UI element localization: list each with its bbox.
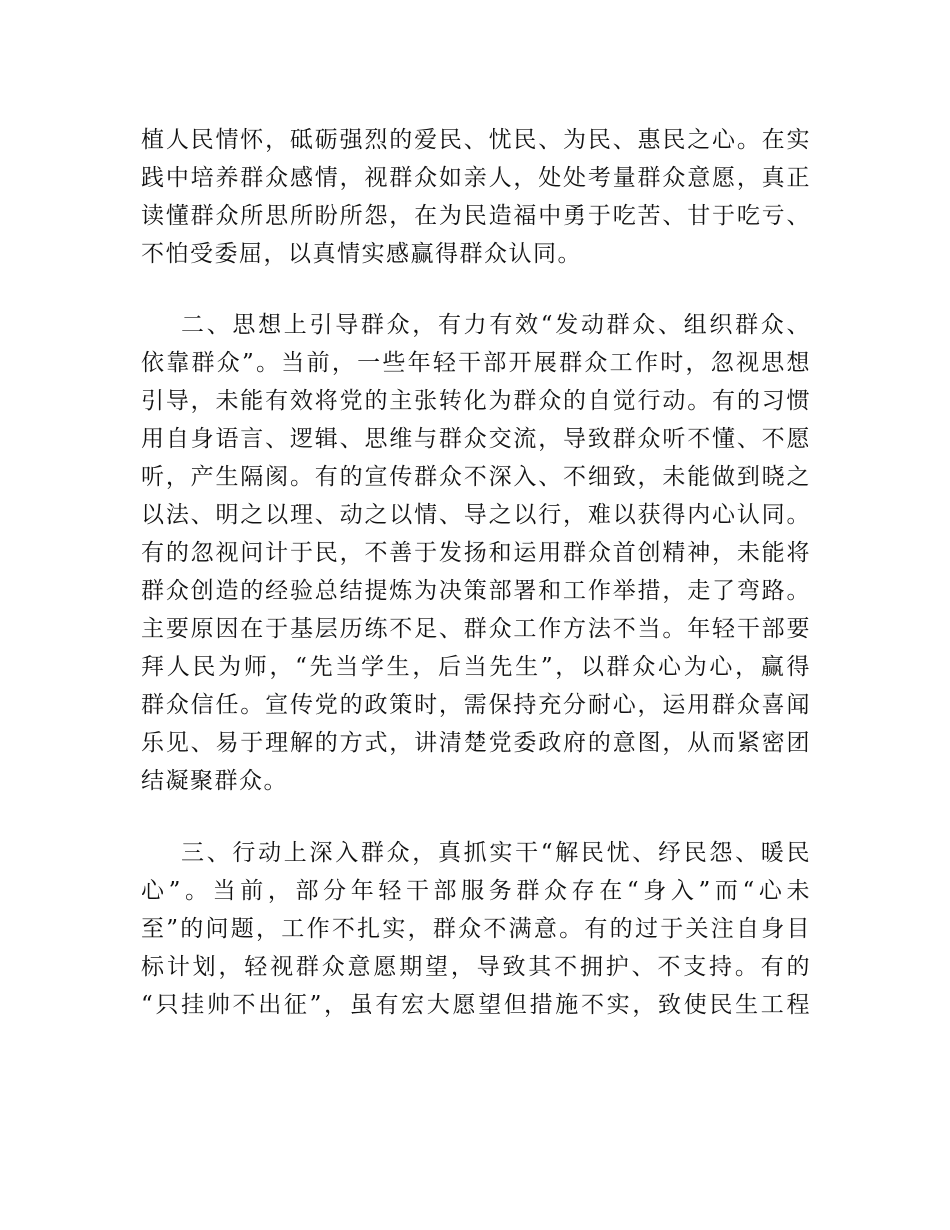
paragraph-2-line-4: 用自身语言、逻辑、思维与群众交流，导致群众听不懂、不愿 xyxy=(141,426,811,452)
paragraph-2-line-2: 依靠群众”。当前，一些年轻干部开展群众工作时，忽视思想 xyxy=(141,350,811,376)
paragraph-3 xyxy=(141,834,811,1024)
paragraph-3-line-4: 标计划，轻视群众意愿期望，导致其不拥护、不支持。有的 xyxy=(141,954,811,980)
paragraph-2-line-5: 听，产生隔阂。有的宣传群众不深入、不细致，未能做到晓之 xyxy=(141,464,811,490)
paragraph-3-line-1: 三、行动上深入群众，真抓实干“解民忧、纾民怨、暖民 xyxy=(141,840,811,866)
paragraph-2-line-9: 主要原因在于基层历练不足、群众工作方法不当。年轻干部要 xyxy=(141,616,811,642)
paragraph-2-line-11: 群众信任。宣传党的政策时，需保持充分耐心，运用群众喜闻 xyxy=(141,692,811,718)
paragraph-2-line-1: 二、思想上引导群众，有力有效“发动群众、组织群众、 xyxy=(141,312,811,338)
paragraph-1-line-2: 践中培养群众感情，视群众如亲人，处处考量群众意愿，真正 xyxy=(141,165,811,191)
paragraph-2-line-10: 拜人民为师，“先当学生，后当先生”，以群众心为心，赢得 xyxy=(141,654,811,680)
paragraph-2-line-13: 结凝聚群众。 xyxy=(141,768,288,794)
paragraph-2 xyxy=(141,306,811,800)
paragraph-2-line-3: 引导，未能有效将党的主张转化为群众的自觉行动。有的习惯 xyxy=(141,388,811,414)
paragraph-2-line-12: 乐见、易于理解的方式，讲清楚党委政府的意图，从而紧密团 xyxy=(141,730,811,756)
paragraph-3-line-3: 至”的问题，工作不扎实，群众不满意。有的过于关注自身目 xyxy=(141,916,811,942)
paragraph-2-line-6: 以法、明之以理、动之以情、导之以行，难以获得内心认同。 xyxy=(141,502,811,528)
paragraph-1-line-4: 不怕受委屈，以真情实感赢得群众认同。 xyxy=(141,241,582,267)
paragraph-3-line-2: 心”。当前，部分年轻干部服务群众存在“身入”而“心未 xyxy=(141,878,811,904)
paragraph-1-line-1: 植人民情怀，砥砺强烈的爱民、忧民、为民、惠民之心。在实 xyxy=(141,127,811,153)
paragraph-2-line-8: 群众创造的经验总结提炼为决策部署和工作举措，走了弯路。 xyxy=(141,578,811,604)
paragraph-2-line-7: 有的忽视问计于民，不善于发扬和运用群众首创精神，未能将 xyxy=(141,540,811,566)
paragraph-1-line-3: 读懂群众所思所盼所怨，在为民造福中勇于吃苦、甘于吃亏、 xyxy=(141,203,811,229)
paragraph-3-line-5: “只挂帅不出征”，虽有宏大愿望但措施不实，致使民生工程 xyxy=(141,992,811,1018)
paragraph-1 xyxy=(141,121,811,273)
